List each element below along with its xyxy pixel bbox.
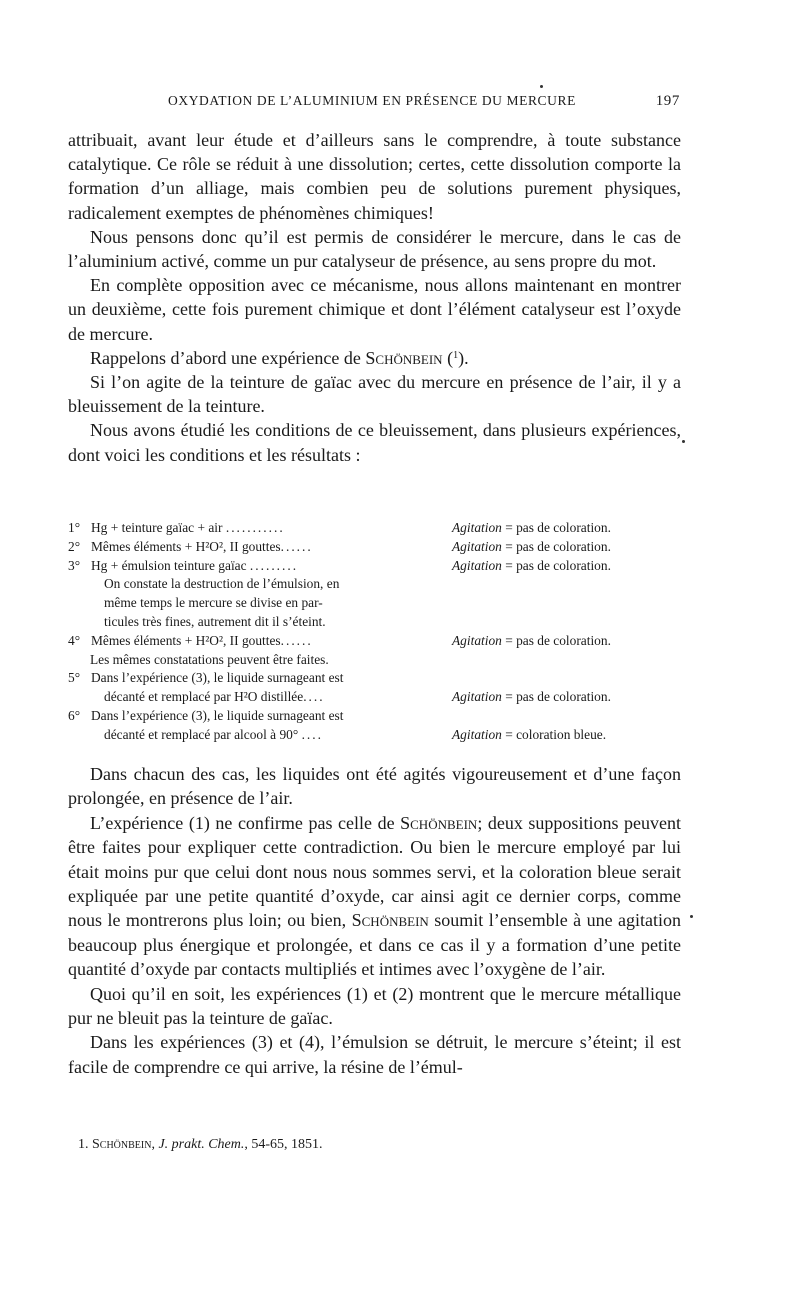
experiment-note: Les mêmes constatations peuvent être faites.	[90, 651, 329, 667]
author-name: Schönbein	[351, 910, 429, 931]
paragraph: Dans les expériences (3) et (4), l’émulsion se détruit, le mercure s’éteint; il est facile de comprendre ce qui arrive, la résine de l’émul-	[68, 1032, 681, 1077]
paragraph: Si l’on agite de la teinture de gaïac avec du mercure en présence de l’air, il y a bleuissement de la teinture.	[68, 372, 681, 417]
experiment-result: Agitation = pas de coloration.	[452, 632, 611, 648]
scan-speck	[540, 85, 543, 88]
paragraph: Quoi qu’il en soit, les expériences (1) et (2) montrent que le mercure métallique pur ne bleuit pas la teinture de gaïac.	[68, 983, 681, 1029]
body-text-bottom	[68, 762, 681, 1079]
experiment-list	[68, 519, 682, 745]
experiment-description: Mêmes éléments + H²O², II gouttes......	[91, 632, 313, 648]
experiment-result: Agitation = pas de coloration.	[452, 520, 611, 535]
text-run: Rappelons d’abord une expérience de	[90, 347, 366, 368]
paragraph: En complète opposition avec ce mécanisme, nous allons maintenant en montrer un deuxième, cette fois purement chimique et dont l’élément catalyseur est l’oxyde de mercure.	[68, 275, 681, 344]
experiment-note: On constate la destruction de l’émulsion, en	[104, 576, 340, 592]
experiment-row	[68, 726, 682, 745]
experiment-note: même temps le mercure se divise en par-	[104, 595, 323, 611]
experiment-description: décanté et remplacé par H²O distillée....	[104, 689, 325, 705]
footnote: 1. Schönbein, J. prakt. Chem., 54-65, 1851.	[78, 1137, 323, 1152]
scan-speck	[682, 440, 685, 443]
footnote-reference: 1	[453, 349, 459, 361]
body-text-top	[68, 128, 681, 467]
author-name: Schönbein	[400, 812, 478, 833]
running-header	[68, 93, 680, 115]
experiment-result: Agitation = pas de coloration.	[452, 689, 611, 705]
experiment-number: 6°	[68, 707, 81, 723]
experiment-note: ticules très fines, autrement dit il s’éteint.	[104, 613, 326, 629]
author-name: Schönbein	[365, 347, 443, 368]
scan-speck	[690, 915, 693, 918]
experiment-number: 4°	[68, 632, 81, 648]
experiment-description: décanté et remplacé par alcool à 90° ....	[104, 726, 323, 742]
experiment-description: Dans l’expérience (3), le liquide surnageant est	[91, 670, 344, 686]
experiment-row	[68, 538, 682, 557]
footnote-reference-detail: , 54-65, 1851.	[244, 1137, 323, 1152]
experiment-result: Agitation = coloration bleue.	[452, 726, 607, 742]
paragraph: Rappelons d’abord une expérience de Schönbein ($^1$).	[90, 347, 469, 368]
footnote-author: Schönbein	[92, 1137, 152, 1152]
experiment-result: Agitation = pas de coloration.	[452, 538, 611, 554]
experiment-row	[68, 688, 682, 707]
paragraph: Dans chacun des cas, les liquides ont été agités vigoureusement et d’une façon prolongée, en présence de l’air.	[68, 764, 681, 809]
experiment-description: Hg + émulsion teinture gaïac .........	[91, 557, 299, 573]
footnote-journal: J. prakt. Chem.	[158, 1137, 245, 1152]
experiment-description: Dans l’expérience (3), le liquide surnageant est	[91, 707, 344, 723]
experiment-result: Agitation = pas de coloration.	[452, 557, 611, 573]
experiment-row	[68, 669, 682, 688]
running-title: OXYDATION DE L’ALUMINIUM EN PRÉSENCE DU MERCURE	[168, 93, 576, 108]
experiment-row	[68, 632, 682, 651]
paragraph: Nous avons étudié les conditions de ce bleuissement, dans plusieurs expériences, dont voici les conditions et les résultats :	[68, 420, 681, 465]
experiment-number: 1°	[68, 520, 81, 535]
experiment-number: 2°	[68, 538, 81, 554]
text-run: .	[464, 347, 469, 368]
footnote-number: 1.	[78, 1137, 89, 1152]
page-number: 197	[655, 93, 680, 109]
experiment-number: 5°	[68, 670, 81, 686]
experiment-description: Mêmes éléments + H²O², II gouttes......	[91, 538, 313, 554]
paragraph: L’expérience (1) ne confirme pas celle de Schönbein; deux suppositions peuvent être faites pour expliquer cette contradiction. Ou bien le mercure employé par lui était moins pur que celui dont nous nous sommes servi, et la coloration bleue serait expliquée par une petite quantité d’oxyde, car ainsi agit ce dernier corps, comme nous le montrerons plus loin; ou bien, Schönbein soumit l’ensemble à une agitation beaucoup plus énergique et prolongée, et dans ce cas il y a formation d’une petite quantité d’oxyde par contacts multipliés et intimes avec l’oxygène de l’air.	[68, 812, 681, 980]
paragraph: attribuait, avant leur étude et d’ailleurs sans le comprendre, à toute substance catalytique. Ce rôle se réduit à une dissolution; certes, cette dissolution comporte la formation d’un alliage, mais combien peu de solutions purement physiques, radicalement exemptes de phénomènes chimiques!	[68, 130, 681, 223]
experiment-row	[68, 557, 682, 576]
experiment-number: 3°	[68, 557, 81, 573]
experiment-description: Hg + teinture gaïac + air ...........	[91, 520, 285, 535]
paragraph: Nous pensons donc qu’il est permis de considérer le mercure, dans le cas de l’aluminium activé, comme un pur catalyseur de présence, au sens propre du mot.	[68, 226, 681, 272]
experiment-row	[68, 519, 682, 538]
experiment-row	[68, 707, 682, 726]
